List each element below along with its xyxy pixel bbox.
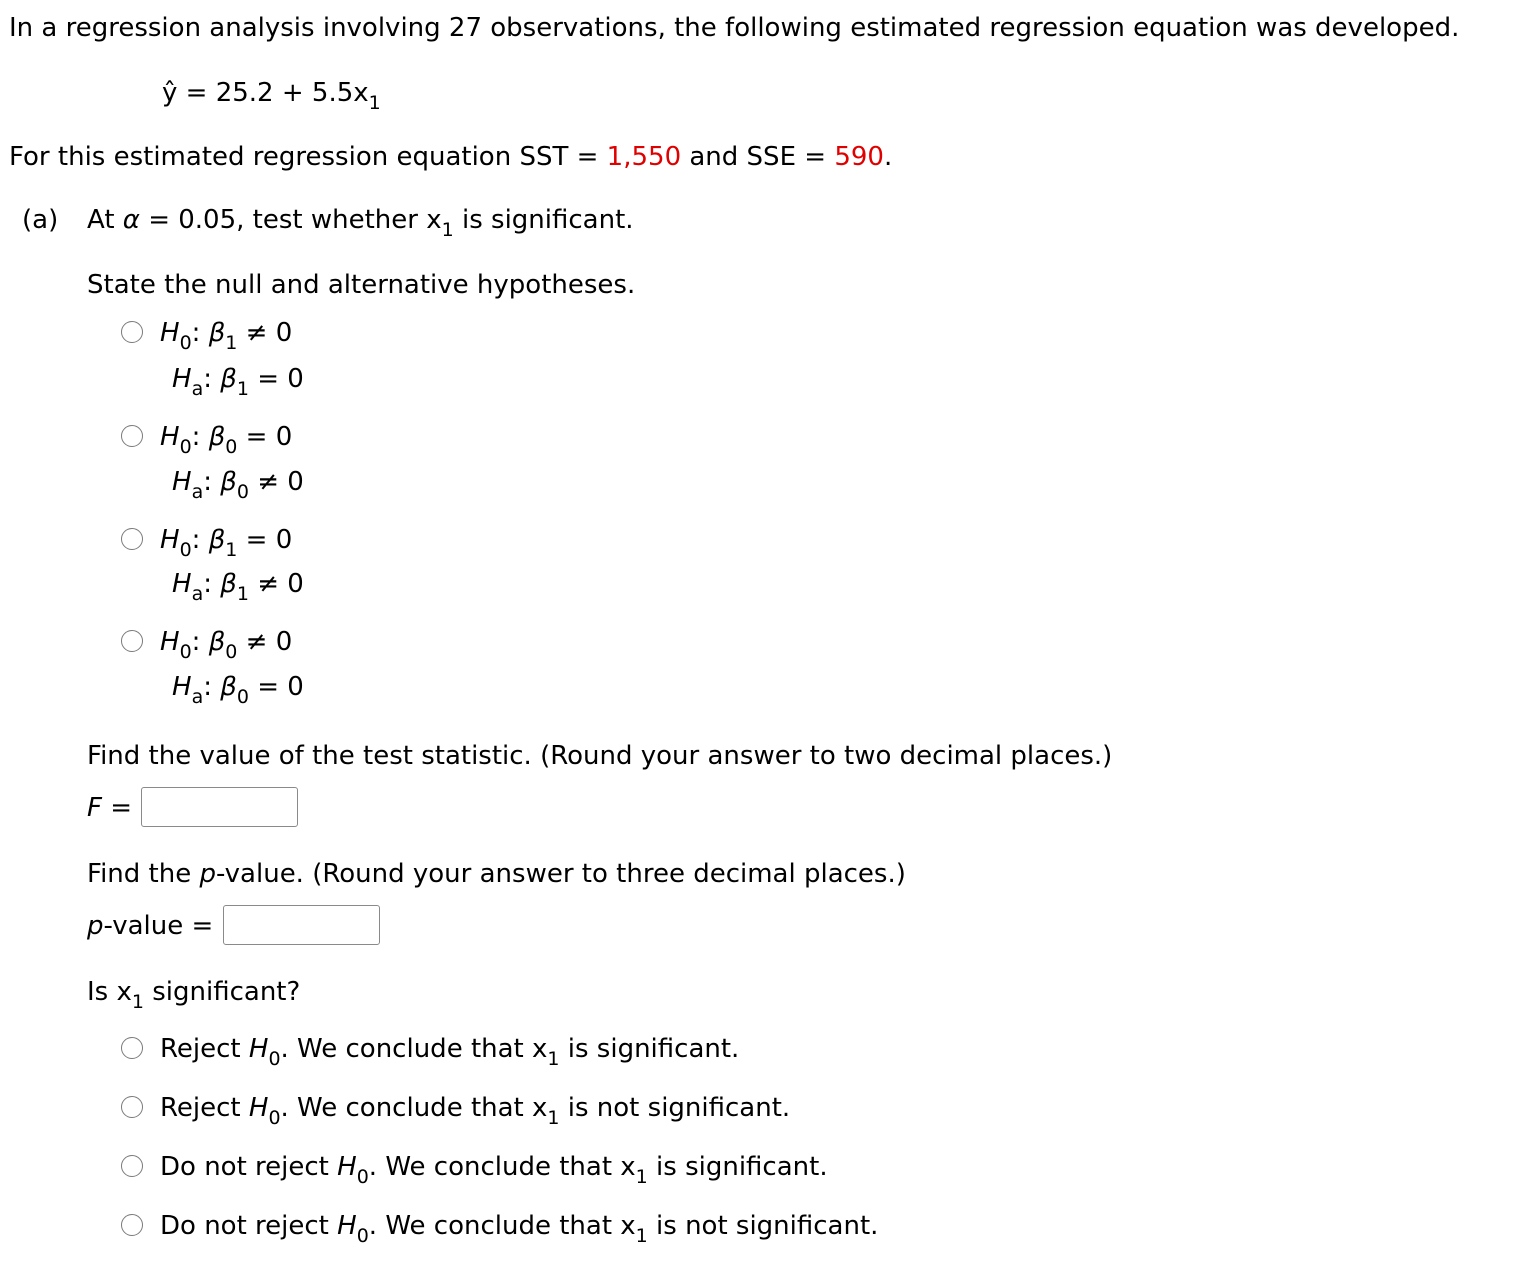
regression-equation: ŷ = $25.2 + 5.5x_1$: [162, 78, 381, 114]
f-label: F =: [87, 793, 133, 823]
significance-option-1-radio[interactable]: [121, 1037, 143, 1059]
significance-prompt: Is $x_1$ significant?: [87, 977, 301, 1013]
hypothesis-option-1-radio[interactable]: [121, 321, 143, 343]
hypothesis-option-4-radio[interactable]: [121, 630, 143, 652]
p-value-prompt: Find the p-value. (Round your answer to three decimal places.): [87, 859, 906, 889]
hypothesis-option-3-radio[interactable]: [121, 528, 143, 550]
hypothesis-option-2-h0: $H_0$: $\beta_0 = 0$: [160, 422, 293, 458]
sse-value: 590: [834, 142, 884, 172]
p-value-label: p-value =: [87, 911, 214, 941]
significance-option-4-radio[interactable]: [121, 1214, 143, 1236]
hypothesis-option-2-ha: $H_a$: $\beta_0 \ne 0$: [172, 467, 304, 503]
significance-option-3-label: Do not reject $H_0$. We conclude that $x_1$ is significant.: [160, 1152, 828, 1188]
significance-option-3-radio[interactable]: [121, 1155, 143, 1177]
test-statistic-prompt: Find the value of the test statistic. (Round your answer to two decimal places.): [87, 741, 1113, 771]
significance-option-2-radio[interactable]: [121, 1096, 143, 1118]
hypotheses-prompt: State the null and alternative hypotheses.: [87, 270, 636, 300]
significance-option-2-label: Reject $H_0$. We conclude that $x_1$ is not significant.: [160, 1093, 791, 1129]
part-a-label: (a): [22, 205, 59, 235]
hypothesis-option-3-h0: $H_0$: $\beta_1 = 0$: [160, 525, 293, 561]
hypothesis-option-2-radio[interactable]: [121, 425, 143, 447]
f-statistic-input[interactable]: [141, 787, 298, 827]
sst-value: 1,550: [606, 142, 682, 172]
hypothesis-option-1-h0: $H_0$: $\beta_1 \ne 0$: [160, 318, 293, 354]
part-a-prompt: At α = 0.05, test whether $x_1$ is significant.: [87, 205, 634, 241]
sst-sse-statement: For this estimated regression equation SST = 1,550 and SSE = 590.: [9, 142, 893, 172]
hypothesis-option-1-ha: $H_a$: $\beta_1 = 0$: [172, 364, 304, 400]
hypothesis-option-4-ha: $H_a$: $\beta_0 = 0$: [172, 672, 304, 708]
intro-text: In a regression analysis involving 27 observations, the following estimated regression equation was developed.: [9, 13, 1460, 43]
hypothesis-option-4-h0: $H_0$: $\beta_0 \ne 0$: [160, 627, 293, 663]
hypothesis-option-3-ha: $H_a$: $\beta_1 \ne 0$: [172, 569, 304, 605]
significance-option-1-label: Reject $H_0$. We conclude that $x_1$ is significant.: [160, 1034, 740, 1070]
significance-option-4-label: Do not reject $H_0$. We conclude that $x_1$ is not significant.: [160, 1211, 879, 1247]
p-value-input[interactable]: [223, 905, 380, 945]
